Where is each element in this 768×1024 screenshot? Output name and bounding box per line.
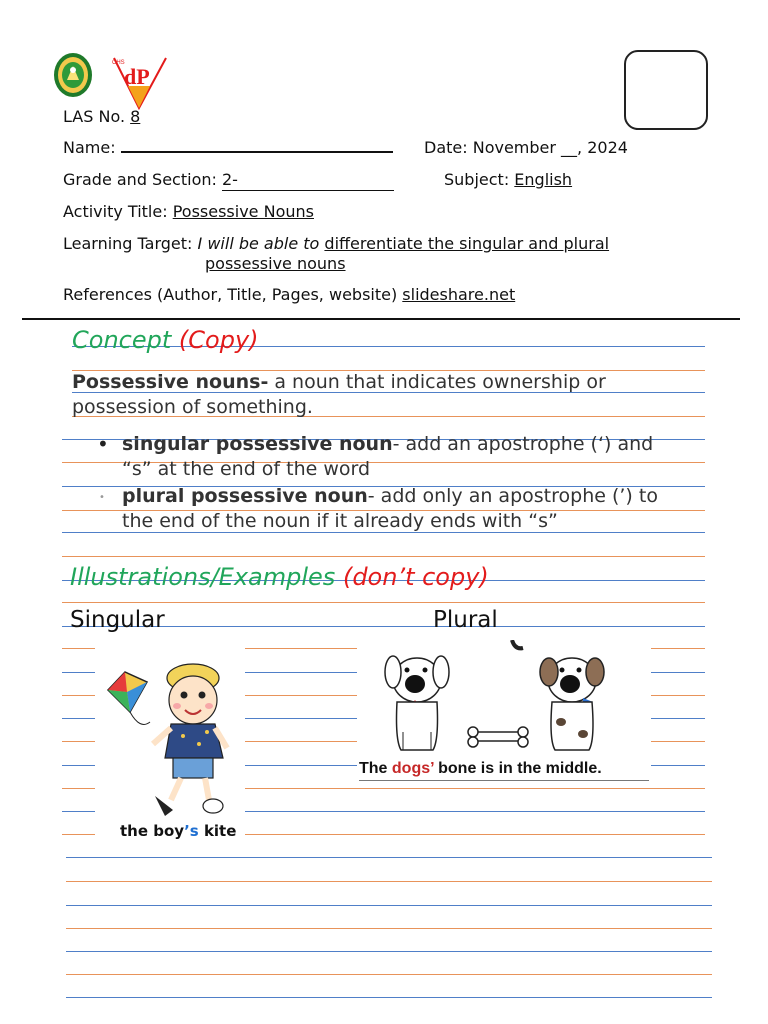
bullet-1-text2: “s” at the end of the word — [122, 458, 371, 480]
plural-label: Plural — [433, 607, 498, 633]
bullet-1-text1: - add an apostrophe (‘) and — [392, 433, 654, 455]
school-seal-logo — [53, 52, 93, 98]
target-italic: I will be able to — [197, 234, 320, 253]
plural-caption-pre: The — [359, 760, 392, 777]
examples-note: (don’t copy) — [342, 563, 489, 591]
name-line — [63, 138, 393, 158]
examples-title: Illustrations/Examples — [70, 563, 336, 591]
ruled-line — [66, 905, 712, 906]
activity-line — [63, 202, 314, 222]
logo-text: dP — [124, 64, 150, 89]
concept-title: Concept — [72, 326, 172, 354]
ruled-line — [66, 951, 712, 952]
definition-text1: a noun that indicates ownership or — [268, 371, 606, 393]
las-number: 8 — [130, 107, 141, 126]
name-blank[interactable] — [121, 151, 393, 153]
activity-label: Activity Title: — [63, 202, 168, 221]
bullet-2-term: plural possessive noun — [122, 485, 368, 507]
singular-label: Singular — [70, 607, 165, 633]
ruled-line — [62, 602, 705, 603]
date-line — [424, 138, 628, 158]
examples-heading — [70, 562, 489, 592]
header-divider — [22, 318, 740, 320]
target-line — [63, 234, 609, 254]
las-line — [63, 107, 140, 127]
ruled-line — [66, 857, 712, 858]
subject-line — [444, 170, 572, 190]
date-label: Date: — [424, 138, 468, 157]
boy-kite-illustration — [95, 640, 245, 845]
date-value: November __, 2024 — [472, 138, 628, 157]
ruled-line — [66, 881, 712, 882]
ruled-line — [66, 997, 712, 998]
dogs-bone-drawing — [357, 640, 651, 760]
dogs-bone-illustration — [357, 640, 651, 785]
las-label: LAS No. — [63, 107, 126, 126]
concept-heading — [72, 325, 259, 355]
bullet-2 — [122, 484, 722, 534]
grade-line — [63, 170, 394, 191]
concept-note: (Copy) — [178, 326, 259, 354]
bullet-2-dot: • — [99, 492, 105, 503]
ruled-line — [66, 974, 712, 975]
photo-box — [624, 50, 708, 130]
subject-value: English — [514, 170, 573, 189]
bullet-1-term: singular possessive noun — [122, 433, 393, 455]
plural-caption-post: bone is in the middle. — [433, 760, 602, 777]
ruled-line — [62, 556, 705, 557]
bullet-2-text2: the end of the noun if it already ends with “s” — [122, 510, 558, 532]
grade-value: 2- — [221, 170, 238, 189]
references-label: References (Author, Title, Pages, website) — [63, 285, 398, 304]
singular-caption-pre: the boy — [120, 822, 185, 840]
singular-caption-post: kite — [198, 822, 237, 840]
definition-term: Possessive nouns- — [72, 371, 269, 393]
target-line1: differentiate the singular and plural — [324, 234, 610, 253]
target-line2: possessive nouns — [205, 254, 346, 273]
references-value: slideshare.net — [402, 285, 516, 304]
ruled-line — [66, 928, 712, 929]
bullet-1-dot: • — [97, 432, 109, 456]
singular-caption — [120, 822, 236, 840]
plural-caption — [359, 760, 649, 781]
name-label: Name: — [63, 138, 116, 157]
definition-text2: possession of something. — [72, 396, 313, 418]
singular-caption-s: ’s — [184, 822, 199, 840]
activity-value: Possessive Nouns — [172, 202, 314, 221]
logo-small-text: CHS — [112, 60, 125, 66]
target-label: Learning Target: — [63, 234, 193, 253]
dp-logo — [108, 52, 170, 110]
references-line — [63, 285, 515, 305]
grade-label: Grade and Section: — [63, 170, 217, 189]
target-line-2 — [205, 254, 346, 274]
definition — [72, 370, 692, 420]
bullet-1 — [122, 432, 722, 482]
grade-blank[interactable] — [222, 170, 394, 191]
bullet-2-text1: - add only an apostrophe (’) to — [367, 485, 658, 507]
boy-kite-drawing — [95, 640, 245, 820]
plural-caption-dogs: dogs’ — [391, 760, 434, 777]
subject-label: Subject: — [444, 170, 510, 189]
